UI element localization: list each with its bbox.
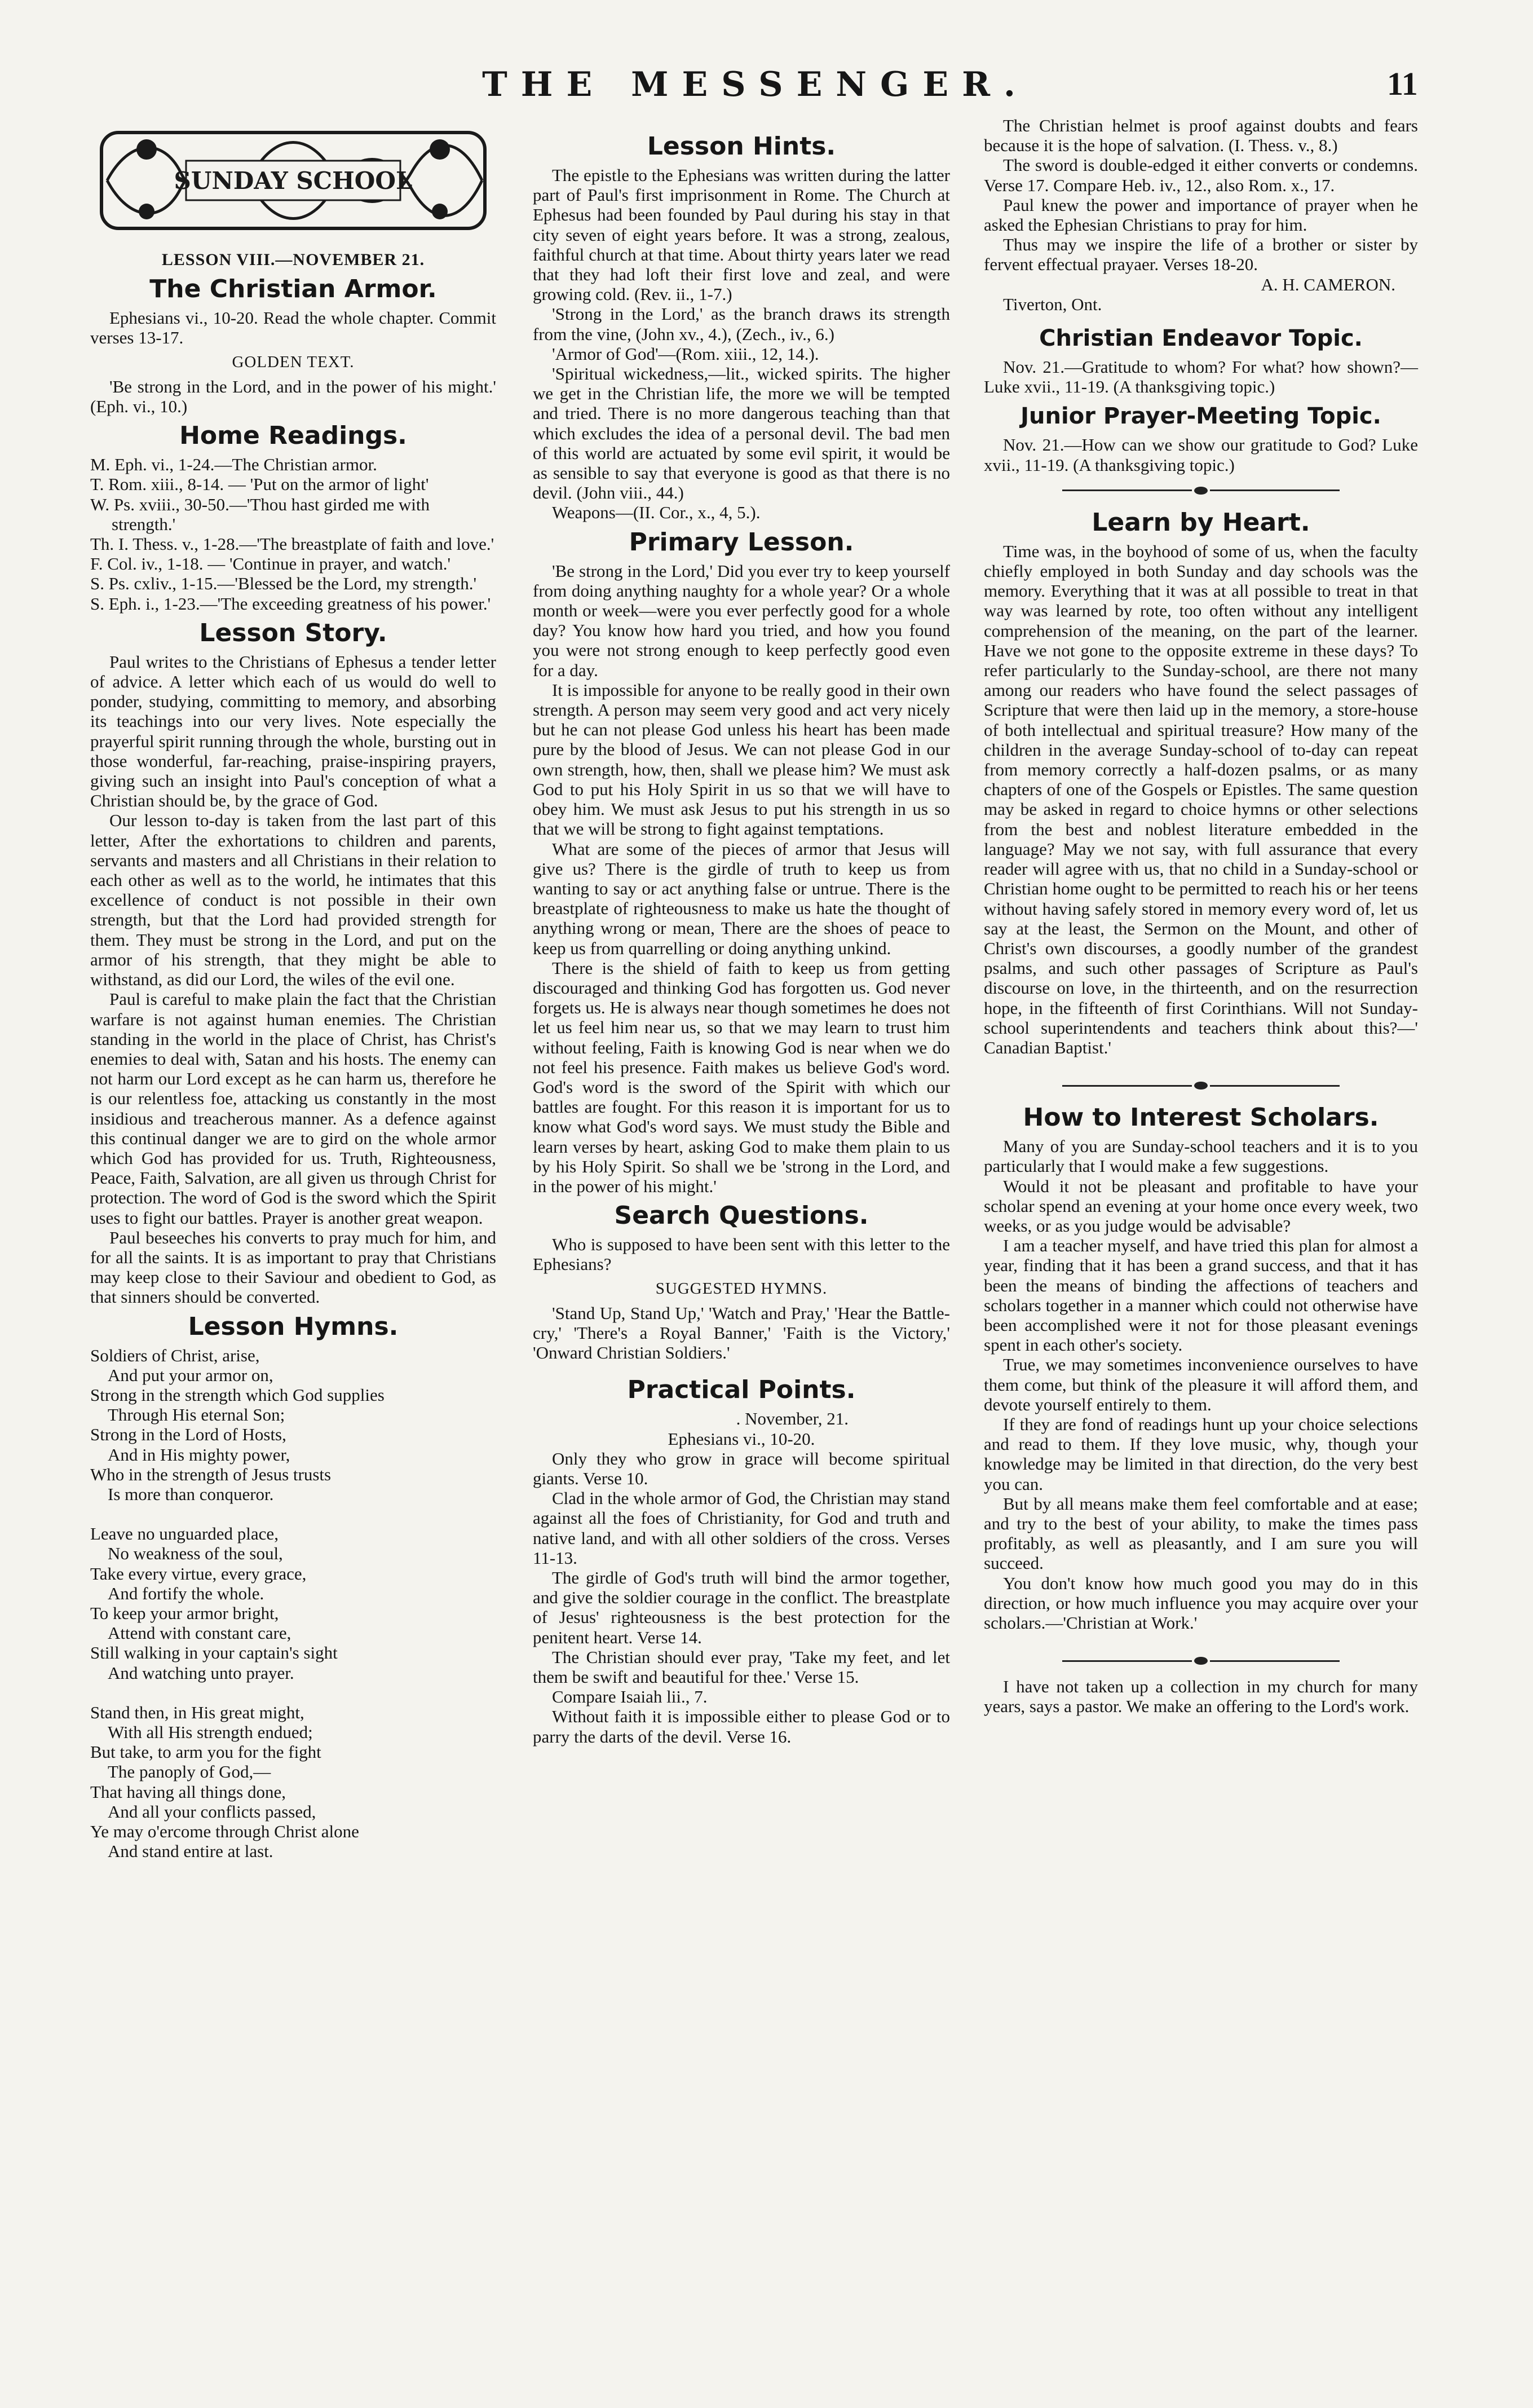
column-3 (984, 116, 1418, 1717)
search-question-text: Who is supposed to have been sent with this letter to the Ephesians? (533, 1234, 950, 1274)
suggested-hymns: 'Stand Up, Stand Up,' 'Watch and Pray,' 'Hear the Battle-cry,' 'There's a Royal Banner,' 'Faith is the Victory,' 'Onward Christian Soldiers.' (533, 1303, 950, 1363)
closing-note: I have not taken up a collection in my church for many years, says a pastor. We make an offering to the Lord's work. (984, 1677, 1418, 1717)
practical-point: Paul knew the power and importance of prayer when he asked the Ephesian Christians to pray for him. (984, 195, 1418, 235)
practical-point: The Christian should ever pray, 'Take my feet, and let them be swift and beautiful for thee.' Verse 15. (533, 1647, 950, 1687)
section-divider (984, 1650, 1418, 1672)
masthead-title: THE MESSENGER. (482, 65, 1029, 104)
reading-item: F. Col. iv., 1-18. — 'Continue in prayer, and watch.' (90, 554, 451, 574)
practical-point: Compare Isaiah lii., 7. (552, 1687, 708, 1707)
lesson-hints-paragraph: 'Armor of God'—(Rom. xiii., 12, 14.). (552, 343, 819, 364)
hymn-stanza: Stand then, in His great might, With all His strength endued; But take, to arm you for the fight The panoply of God,— That having all things done, And all your conflicts passed, Ye may o'ercome through Christ alone And stand entire at last. (90, 1702, 359, 1862)
practical-point: Only they who grow in grace will become spiritual giants. Verse 10. (533, 1448, 950, 1488)
section-divider (984, 1074, 1418, 1097)
primary-lesson-heading: Primary Lesson. (629, 527, 854, 557)
practical-points-dateline: . November, 21. (736, 1409, 849, 1429)
signature: A. H. CAMERON. (1261, 274, 1395, 294)
reading-item: S. Eph. i., 1-23.—'The exceeding greatness of his power.' (90, 593, 491, 614)
learn-by-heart-text: Time was, in the boyhood of some of us, when the faculty chiefly employed in both Sunday and day schools was the memory. Everything that it was at all possible to treat in that way was learned by rote, too often without any intelligent comprehension of the meaning, on the part of the learner. Have we not gone to the opposite extreme in these days? To refer particularly to the Sunday-school, are there not many among our readers who have found the select passages of Scripture that were then laid up in the memory, a store-house of both intellectual and spiritual treasure? How many of the children in the average Sunday-school of to-day can repeat from memory correctly a half-dozen psalms, or as many chapters of one of the Gospels or Epistles. The same question may be asked in regard to choice hymns or other selections from the best and noblest literature embedded in the language? May we not say, with full assurance that every reader will agree with us, that no child in a Sunday-school or Christian home ought to be permitted to reach his or her teens without having safely stored in memory every word of, let us say at the least, the Sermon on the Mount, and other of Christ's own discourses, a goodly number of the grandest psalms, and such other passages of Scripture as Paul's discourse on love, in the thirteenth, and on the resurrection hope, in the fifteenth of first Corinthians. Will not Sunday-school superintendents and teachers think about this?—' Canadian Baptist.' (984, 541, 1418, 1057)
lesson-story-paragraph: Paul beseeches his converts to pray much for him, and for all the saints. It is as important to pray that Christians may keep close to their Saviour and obedient to God, as that sinners should be converted. (90, 1227, 496, 1307)
interest-scholars-paragraph: If they are fond of readings hunt up your choice selections and read to them. If they love music, why, though your knowledge may be limited in that direction, do the very best you can. (984, 1414, 1418, 1494)
practical-point: The sword is double-edged it either converts or condemns. Verse 17. Compare Heb. iv., 12., also Rom. x., 17. (984, 155, 1418, 195)
lesson-story-paragraph: Our lesson to-day is taken from the last part of this letter, After the exhortations to children and parents, servants and masters and all Christians in their relation to each other as well as to the world, he intimates that this excellence of conduct is not possible in their own strength, but that the Lord had provided strength for them. They must be strong in the Lord, and put on the armor of his strength, that they might be able to withstand, as did our Lord, the wiles of the evil one. (90, 810, 496, 990)
hymn-stanza: Leave no unguarded place, No weakness of the soul, Take every virtue, every grace, And fortify the whole. To keep your armor bright, Attend with constant care, Still walking in your captain's sight And watching unto prayer. (90, 1524, 338, 1683)
interest-scholars-paragraph: I am a teacher myself, and have tried this plan for almost a year, finding that it has been a grand success, and that it has been the means of binding the affections of teachers and scholars together in a manner which could not otherwise have been accomplished were it not for those pleasant evenings spent in each other's society. (984, 1236, 1418, 1355)
interest-scholars-paragraph: But by all means make them feel comfortable and at ease; and try to the best of your ability, to make the times pass profitably, as well as pleasantly, and I am sure you will succeed. (984, 1493, 1418, 1573)
practical-point: The girdle of God's truth will bind the armor together, and give the soldier courage in the conflict. The breastplate of Jesus' righteousness is the best protection for the penitent heart. Verse 14. (533, 1568, 950, 1647)
lesson-story-paragraph: Paul is careful to make plain the fact that the Christian warfare is not against human enemies. The Christian standing in the world in the place of Christ, has Christ's enemies to deal with, Satan and his hosts. The enemy can not harm our Lord except as he can harm us, therefore he is our relentless foe, attacking us constantly in the most insidious and treacherous manner. As a defence against this continual danger we are to gird on the whole armor which God has provided for us. Truth, Righteousness, Peace, Faith, Salvation, are all given us through Christ for protection. The word of God is the sword which the Spirit uses to fight our battles. Prayer is another great weapon. (90, 989, 496, 1228)
search-questions-heading: Search Questions. (614, 1201, 869, 1231)
signature-place: Tiverton, Ont. (1003, 294, 1102, 314)
lesson-hints-paragraph: 'Spiritual wickedness,—lit., wicked spirits. The higher we get in the Christian life, the more we will be tempted and tried. There is no more dangerous teaching than that which excludes the idea of a personal devil. The bad men of this world are actuated by some evil spirit, it would be as sensible to say that everyone is good as that there is no devil. (John viii., 44.) (533, 364, 950, 503)
interest-scholars-paragraph: True, we may sometimes inconvenience ourselves to have them come, but think of the pleasure it will afford them, and devote yourself entirely to them. (984, 1355, 1418, 1414)
interest-scholars-paragraph: You don't know how much good you may do in this direction, or how much influence you may acquire over your scholars.—'Christian at Work.' (984, 1573, 1418, 1633)
lesson-story-paragraph: Paul writes to the Christians of Ephesus a tender letter of advice. A letter which each of us would do well to ponder, studying, committing to memory, and absorbing its teachings into our very lives. Note especially the prayerful spirit running through the whole, bursting out in those wonderful, far-reaching, praise-inspiring prayers, giving such an insight into Paul's conception of what a Christian should be, by the grace of God. (90, 651, 496, 811)
lesson-reference: Ephesians vi., 10-20. Read the whole chapter. Commit verses 13-17. (90, 308, 496, 348)
junior-prayer-text: Nov. 21.—How can we show our gratitude to God? Luke xvii., 11-19. (A thanksgiving topic.) (984, 435, 1418, 475)
reading-item: T. Rom. xiii., 8-14. — 'Put on the armor of light' (90, 474, 429, 495)
lesson-title: The Christian Armor. (149, 275, 437, 304)
section-divider (984, 479, 1418, 502)
home-readings-heading: Home Readings. (179, 421, 407, 451)
practical-point: Without faith it is impossible either to please God or to parry the darts of the devil. Verse 16. (533, 1706, 950, 1747)
lesson-story-heading: Lesson Story. (199, 618, 387, 647)
hymn-stanza: Soldiers of Christ, arise, And put your armor on, Strong in the strength which God supplies Through His eternal Son; Strong in the Lord of Hosts, And in His mighty power, Who in the strength of Jesus trusts Is more than conqueror. (90, 1345, 385, 1504)
lesson-hints-paragraph: Weapons—(II. Cor., x., 4, 5.). (552, 502, 761, 523)
christian-endeavor-text: Nov. 21.—Gratitude to whom? For what? how shown?—Luke xvii., 11-19. (A thanksgiving topic.) (984, 357, 1418, 397)
reading-item: W. Ps. xviii., 30-50.—'Thou hast girded me with strength.' (90, 494, 430, 534)
primary-lesson-paragraph: 'Be strong in the Lord,' Did you ever try to keep yourself from doing anything naughty for a whole year? Or a whole month or week—were you ever perfectly good for a whole day? You know how hard you tried, and how you found you were not strong enough to keep perfectly good even for a day. (533, 561, 950, 680)
practical-point: Thus may we inspire the life of a brother or sister by fervent effectual prayaer. Verses 18-20. (984, 235, 1418, 275)
practical-points-reference: Ephesians vi., 10-20. (668, 1428, 815, 1449)
primary-lesson-paragraph: There is the shield of faith to keep us from getting discouraged and thinking God has forgotten us. God never forgets us. He is always near though sometimes he does not let us feel him near us, so that we may learn to trust him without feeling, Faith is knowing God is near when we do not feel his presence. Faith makes us believe God's word. God's word is the sword of the Spirit with which our battles are fought. For this reason it is important for us to know what God's word says. We must study the Bible and learn verses by heart, asking God to make them plain to us by his Holy Spirit. So shall we be 'strong in the Lord, and in the power of his might.' (533, 958, 950, 1196)
golden-text: 'Be strong in the Lord, and in the power of his might.' (Eph. vi., 10.) (90, 376, 496, 417)
learn-by-heart-heading: Learn by Heart. (1092, 508, 1310, 537)
lesson-hints-paragraph: 'Strong in the Lord,' as the branch draws its strength from the vine, (John xv., 4.), (Zech., iv., 6.) (533, 304, 950, 344)
reading-item: M. Eph. vi., 1-24.—The Christian armor. (90, 455, 377, 475)
home-readings-list (90, 455, 496, 614)
lesson-hints-heading: Lesson Hints. (647, 132, 836, 161)
christian-endeavor-heading: Christian Endeavor Topic. (1039, 325, 1363, 352)
reading-item: S. Ps. cxliv., 1-15.—'Blessed be the Lord, my strength.' (90, 574, 477, 594)
interest-scholars-paragraph: Many of you are Sunday-school teachers and it is to you particularly that I would make a few suggestions. (984, 1136, 1418, 1176)
page-number: 11 (1387, 65, 1418, 102)
practical-point: The Christian helmet is proof against doubts and fears because it is the hope of salvation. (I. Thess. v., 8.) (984, 116, 1418, 156)
logo-text: SUNDAY SCHOOL (174, 167, 413, 195)
practical-points-heading: Practical Points. (627, 1375, 856, 1405)
suggested-hymns-label: SUGGESTED HYMNS. (655, 1279, 828, 1298)
sunday-school-logo-icon (96, 116, 491, 245)
lesson-number-date: LESSON VIII.—NOVEMBER 21. (161, 250, 425, 269)
primary-lesson-paragraph: What are some of the pieces of armor that Jesus will give us? There is the girdle of truth to keep us from wanting to say or act anything false or untrue. There is the breastplate of righteousness to make us hate the thought of anything wrong or mean, There are the shoes of peace to keep us from quarrelling or doing anything unkind. (533, 839, 950, 958)
reading-item: Th. I. Thess. v., 1-28.—'The breastplate of faith and love.' (90, 534, 494, 554)
lesson-hints-paragraph: The epistle to the Ephesians was written during the latter part of Paul's first imprisonment in Rome. The Church at Ephesus had been founded by Paul during his stay in that city seven of eight years before. It was a strong, zealous, faithful church at that time. About thirty years later we read that they had loft their first love and zeal, and were growing cold. (Rev. ii., 1-7.) (533, 165, 950, 305)
practical-point: Clad in the whole armor of God, the Christian may stand against all the foes of Christianity, for God and truth and native land, and with all other soldiers of the cross. Verses 11-13. (533, 1488, 950, 1568)
column-1 (90, 116, 496, 1861)
primary-lesson-paragraph: It is impossible for anyone to be really good in their own strength. A person may seem very good and act very nicely but he can not please God unless his heart has been made pure by the blood of Jesus. We can not please God in our own strength, how, then, shall we please him? We must ask God to put his Holy Spirit in us so that we will have to obey him. We must ask Jesus to put his strength in us so that we will be strong to fight against temptations. (533, 680, 950, 839)
lesson-hymns-heading: Lesson Hymns. (188, 1312, 399, 1341)
golden-text-label: GOLDEN TEXT. (232, 352, 355, 371)
junior-prayer-heading: Junior Prayer-Meeting Topic. (1020, 403, 1381, 430)
interest-scholars-heading: How to Interest Scholars. (1023, 1103, 1379, 1132)
interest-scholars-paragraph: Would it not be pleasant and profitable to have your scholar spend an evening at your home once every week, two weeks, or as you judge would be advisable? (984, 1176, 1418, 1236)
column-2 (533, 127, 950, 1747)
